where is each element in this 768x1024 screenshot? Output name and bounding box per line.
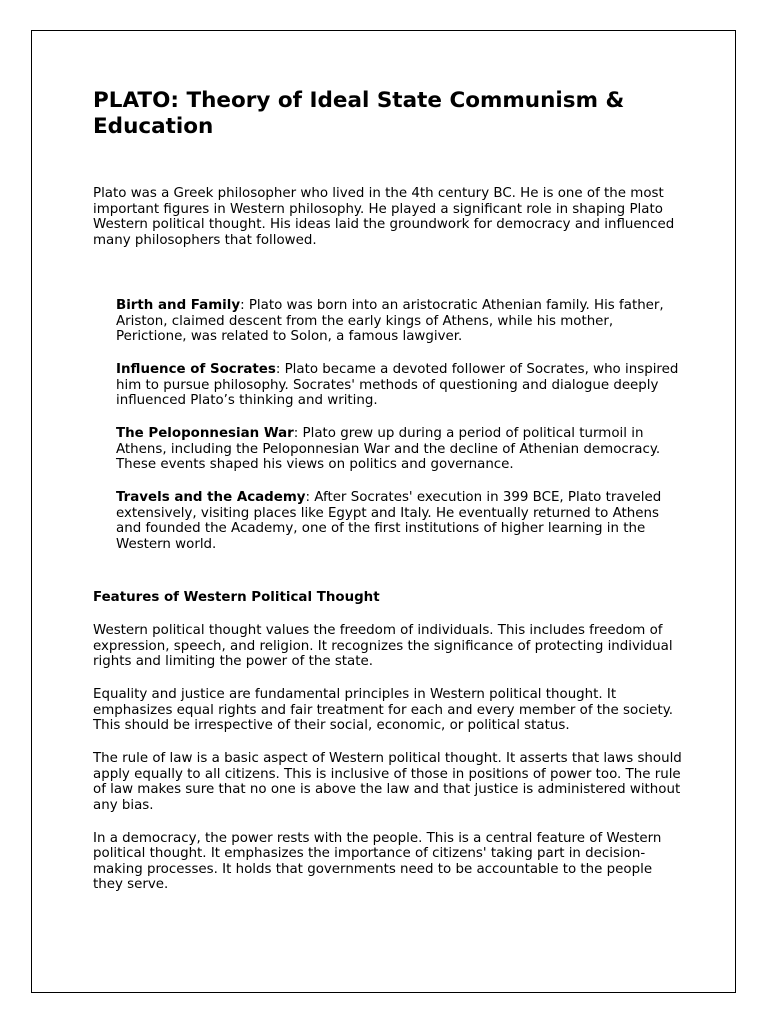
document-page	[31, 30, 736, 993]
bio-item-text: : Plato became a devoted follower of Socrates, who inspired him to pursue philosophy. Socrates' methods of questioning and dialogue deeply influenced Plato’s thinking and writing.	[116, 362, 679, 408]
section-heading: Features of Western Political Thought	[93, 590, 380, 605]
bio-item-text: : Plato was born into an aristocratic Athenian family. His father, Ariston, claimed descent from the early kings of Athens, while his mother, Perictione, was related to Solon, a famous lawgiver.	[116, 298, 664, 344]
paragraph-equality: Equality and justice are fundamental principles in Western political thought. It emphasizes equal rights and fair treatment for each and every member of the society. This should be irrespective of their social, economic, or political status.	[93, 687, 674, 733]
intro-paragraph: Plato was a Greek philosopher who lived in the 4th century BC. He is one of the most important figures in Western philosophy. He played a significant role in shaping Plato Western political thought. His ideas laid the groundwork for democracy and influenced many philosophers that followed.	[93, 186, 675, 248]
paragraph-rule-of-law: The rule of law is a basic aspect of Western political thought. It asserts that laws should apply equally to all citizens. This is inclusive of those in positions of power too. The rule of law makes sure that no one is above the law and that justice is administered without any bias.	[93, 751, 682, 813]
bio-item-birth-and-family	[116, 298, 683, 345]
paragraph-democracy: In a democracy, the power rests with the people. This is a central feature of Western political thought. It emphasizes the importance of citizens' taking part in decision-making processes. It holds that governments need to be accountable to the people they serve.	[93, 830, 662, 892]
page-content	[93, 88, 683, 893]
bio-item-heading: The Peloponnesian War	[116, 426, 294, 441]
bio-item-text: : Plato grew up during a period of political turmoil in Athens, including the Peloponnesian War and the decline of Athenian democracy. These events shaped his views on politics and governance.	[116, 426, 661, 472]
bio-item-heading: Influence of Socrates	[116, 362, 276, 377]
bio-item-travels-and-academy	[116, 490, 683, 552]
bio-item-heading: Birth and Family	[116, 298, 241, 313]
bio-item-peloponnesian-war	[116, 426, 683, 473]
biography-list	[116, 298, 683, 552]
bio-item-heading: Travels and the Academy	[116, 490, 306, 505]
bio-item-influence-of-socrates	[116, 362, 683, 409]
paragraph-freedom: Western political thought values the freedom of individuals. This includes freedom of expression, speech, and religion. It recognizes the significance of protecting individual rights and limiting the power of the state.	[93, 623, 673, 669]
bio-item-text: : After Socrates' execution in 399 BCE, Plato traveled extensively, visiting places like Egypt and Italy. He eventually returned to Athens and founded the Academy, one of the first institutions of higher learning in the Western world.	[116, 490, 662, 552]
document-title: PLATO: Theory of Ideal State Communism & Education	[93, 88, 625, 139]
